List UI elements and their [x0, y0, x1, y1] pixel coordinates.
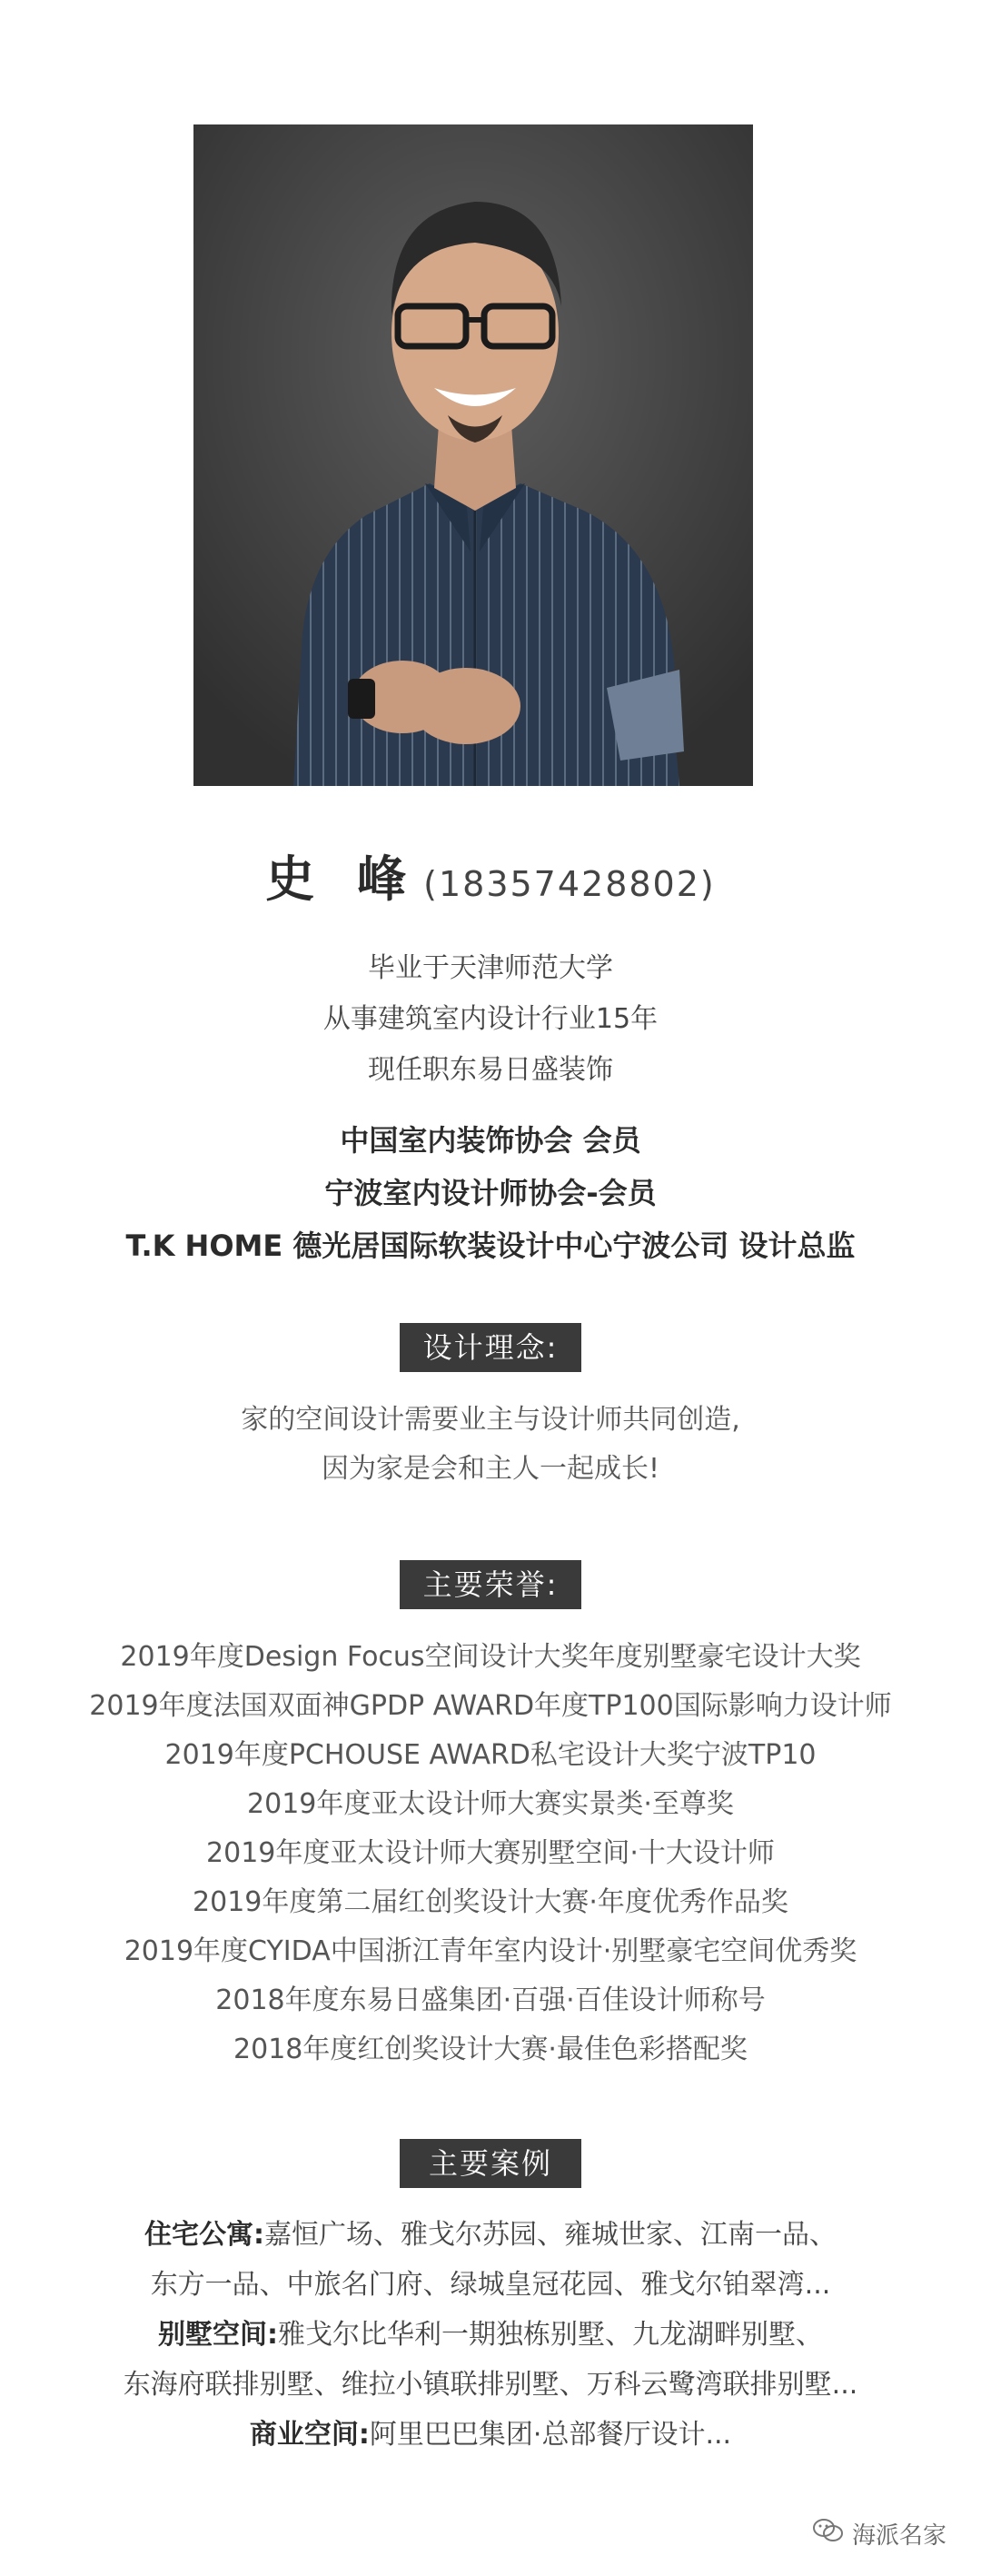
case-line: 东海府联排别墅、维拉小镇联排别墅、万科云鹭湾联排别墅... — [123, 2369, 858, 2401]
honors-heading: 主要荣誉: — [400, 1560, 581, 1609]
philosophy-heading: 设计理念: — [400, 1323, 581, 1372]
portrait-photo — [193, 124, 753, 786]
honor-item: 2019年度亚太设计师大赛实景类·至尊奖 — [247, 1788, 734, 1820]
residential-label: 住宅公寓: — [144, 2219, 264, 2251]
philosophy-block — [0, 1396, 981, 1494]
memberships-block — [0, 1114, 981, 1272]
membership-line: T.K HOME 德光居国际软装设计中心宁波公司 设计总监 — [125, 1228, 856, 1263]
designer-phone: (18357428802) — [423, 864, 716, 904]
honor-item: 2019年度Design Focus空间设计大奖年度别墅豪宅设计大奖 — [120, 1641, 861, 1673]
membership-line: 宁波室内设计师协会-会员 — [324, 1176, 657, 1210]
case-line — [0, 2310, 981, 2360]
membership-line: 中国室内装饰协会 会员 — [340, 1123, 641, 1158]
commercial-text: 阿里巴巴集团·总部餐厅设计... — [369, 2419, 732, 2451]
case-line — [0, 2210, 981, 2260]
honor-item: 2018年度东易日盛集团·百强·百佳设计师称号 — [215, 1984, 766, 2016]
case-line — [0, 2410, 981, 2460]
villa-label: 别墅空间: — [158, 2319, 278, 2351]
villa-text: 雅戈尔比华利一期独栋别墅、九龙湖畔别墅、 — [278, 2319, 823, 2351]
intro-line: 毕业于天津师范大学 — [368, 952, 613, 984]
residential-text: 嘉恒广场、雅戈尔苏园、雍城世家、江南一品、 — [264, 2219, 837, 2251]
honor-item: 2019年度法国双面神GPDP AWARD年度TP100国际影响力设计师 — [89, 1690, 892, 1722]
honors-list — [0, 1633, 981, 2074]
intro-block — [0, 943, 981, 1096]
name-line — [0, 840, 981, 910]
philosophy-line: 因为家是会和主人一起成长! — [321, 1453, 660, 1485]
honor-item: 2019年度第二届红创奖设计大赛·年度优秀作品奖 — [193, 1886, 788, 1918]
cases-block — [0, 2210, 981, 2460]
commercial-label: 商业空间: — [249, 2419, 370, 2451]
wechat-icon — [812, 2517, 845, 2551]
watermark-text: 海派名家 — [851, 2522, 946, 2550]
case-line: 东方一品、中旅名门府、绿城皇冠花园、雅戈尔铂翠湾... — [150, 2269, 831, 2301]
honor-item: 2019年度PCHOUSE AWARD私宅设计大奖宁波TP10 — [164, 1739, 817, 1771]
watermark — [812, 2517, 946, 2551]
intro-line: 现任职东易日盛装饰 — [368, 1054, 613, 1086]
honor-item: 2018年度红创奖设计大赛·最佳色彩搭配奖 — [233, 2034, 748, 2065]
designer-name: 史 峰 — [265, 850, 420, 908]
cases-heading: 主要案例 — [400, 2139, 581, 2188]
intro-line: 从事建筑室内设计行业15年 — [322, 1003, 659, 1035]
philosophy-line: 家的空间设计需要业主与设计师共同创造, — [241, 1404, 740, 1436]
honor-item: 2019年度亚太设计师大赛别墅空间·十大设计师 — [206, 1837, 775, 1869]
honor-item: 2019年度CYIDA中国浙江青年室内设计·别墅豪宅空间优秀奖 — [124, 1935, 857, 1967]
